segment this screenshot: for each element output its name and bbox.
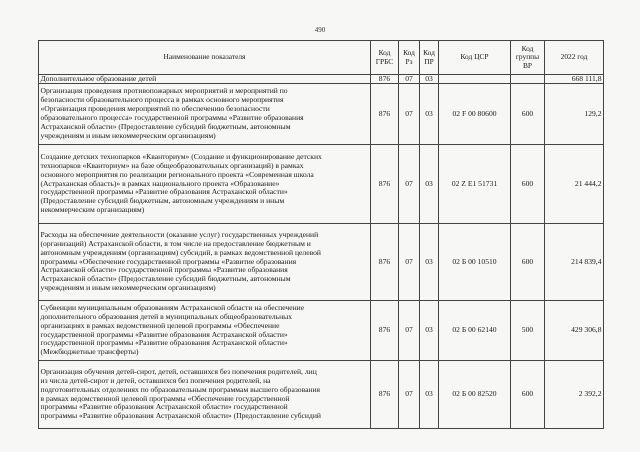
- row-pr: 03: [420, 84, 439, 145]
- row-vr: 600: [511, 361, 545, 429]
- table-header-row: [39, 41, 604, 75]
- row-rz: 07: [399, 301, 420, 361]
- row-vr: 500: [511, 301, 545, 361]
- page-number: 490: [314, 26, 326, 34]
- header-name: Наименование показателя: [39, 41, 371, 75]
- row-rz: 07: [399, 361, 420, 429]
- row-csr: 02 Б 00 82520: [439, 361, 511, 429]
- table-row: [39, 84, 604, 145]
- row-vr: 600: [511, 145, 545, 224]
- row-rz: 07: [399, 145, 420, 224]
- row-amount: 129,2: [545, 84, 604, 145]
- row-pr: 03: [420, 75, 439, 84]
- header-rz: Код Рз: [399, 41, 420, 75]
- row-amount: 2 392,2: [545, 361, 604, 429]
- table-row: [39, 75, 604, 84]
- row-rz: 07: [399, 224, 420, 301]
- row-name: Субвенции муниципальным образованиям Астраханской области на обеспечение дополнительного образования детей в муниципальных общеобразовательных организациях в рамках ведомственной целевой программы «Обеспечение государственной программы «Развитие образования Астраханской области» государственной программы «Развитие образования Астраханской области» (Межбюджетные трансферты): [39, 301, 371, 361]
- row-amount: 21 444,2: [545, 145, 604, 224]
- row-name: Организация обучения детей-сирот, детей, оставшихся без попечения родителей, лиц из числа детей-сирот и детей, оставшихся без попечения родителей, на подготовительных отделениях по образовательным программам высшего образования в рамках ведомственной целевой программы «Обеспечение государственной программы «Развитие образования Астраханской области» государственной программы «Развитие образования Астраханской области» (Предоставление субсидий: [39, 361, 371, 429]
- table-row: [39, 301, 604, 361]
- row-rz: 07: [399, 84, 420, 145]
- row-amount: 429 306,8: [545, 301, 604, 361]
- row-pr: 03: [420, 145, 439, 224]
- row-pr: 03: [420, 224, 439, 301]
- row-vr: 600: [511, 224, 545, 301]
- row-csr: 02 Б 00 10510: [439, 224, 511, 301]
- row-name: Дополнительное образование детей: [39, 75, 371, 84]
- header-year: 2022 год: [545, 41, 604, 75]
- row-pr: 03: [420, 301, 439, 361]
- row-grbs: 876: [371, 84, 399, 145]
- header-grbs: Код ГРБС: [371, 41, 399, 75]
- row-name: Расходы на обеспечение деятельности (оказание услуг) государственных учреждений (организаций) Астраханской области, в том числе на предоставление бюджетным и автономным учреждениям (организациям) субсидий, в рамках ведомственной целевой программы «Обеспечение государственной программы «Развитие образования Астраханской области» государственной программы «Развитие образования Астраханской области» (Предоставление субсидий бюджетным, автономным учреждениям и иным некоммерческим организациям): [39, 224, 371, 301]
- row-grbs: 876: [371, 145, 399, 224]
- row-grbs: 876: [371, 301, 399, 361]
- table-row: [39, 224, 604, 301]
- table-row: [39, 361, 604, 429]
- table-row: [39, 145, 604, 224]
- row-grbs: 876: [371, 224, 399, 301]
- row-grbs: 876: [371, 75, 399, 84]
- row-csr: 02 Б 00 62140: [439, 301, 511, 361]
- header-csr: Код ЦСР: [439, 41, 511, 75]
- row-vr: 600: [511, 84, 545, 145]
- budget-table: [38, 40, 604, 429]
- row-csr: 02 F 00 80600: [439, 84, 511, 145]
- row-csr: 02 Z E1 51731: [439, 145, 511, 224]
- row-grbs: 876: [371, 361, 399, 429]
- row-rz: 07: [399, 75, 420, 84]
- header-pr: Код ПР: [420, 41, 439, 75]
- row-vr: [511, 75, 545, 84]
- row-amount: 668 111,8: [545, 75, 604, 84]
- row-name: Создание детских технопарков «Кванториум» (Создание и функционирование детских технопарков «Кванториум» на базе общеобразовательных организаций) в рамках основного мероприятия по реализации регионального проекта «Современная школа (Астраханская область)» в рамках национального проекта «Образование» государственной программы «Развитие образования Астраханской области» (Предоставление субсидий бюджетным, автономным учреждениям и иным некоммерческим организациям): [39, 145, 371, 224]
- row-pr: 03: [420, 361, 439, 429]
- row-amount: 214 839,4: [545, 224, 604, 301]
- header-vr: Код группы ВР: [511, 41, 545, 75]
- row-csr: [439, 75, 511, 84]
- row-name: Организация проведения противопожарных мероприятий и мероприятий по безопасности образовательного процесса в рамках основного мероприятия «Организация проведения мероприятий по обеспечению безопасности образовательного процесса» государственной программы «Развитие образования Астраханской области» (Предоставление субсидий бюджетным, автономным учреждениям и иным некоммерческим организациям): [39, 84, 371, 145]
